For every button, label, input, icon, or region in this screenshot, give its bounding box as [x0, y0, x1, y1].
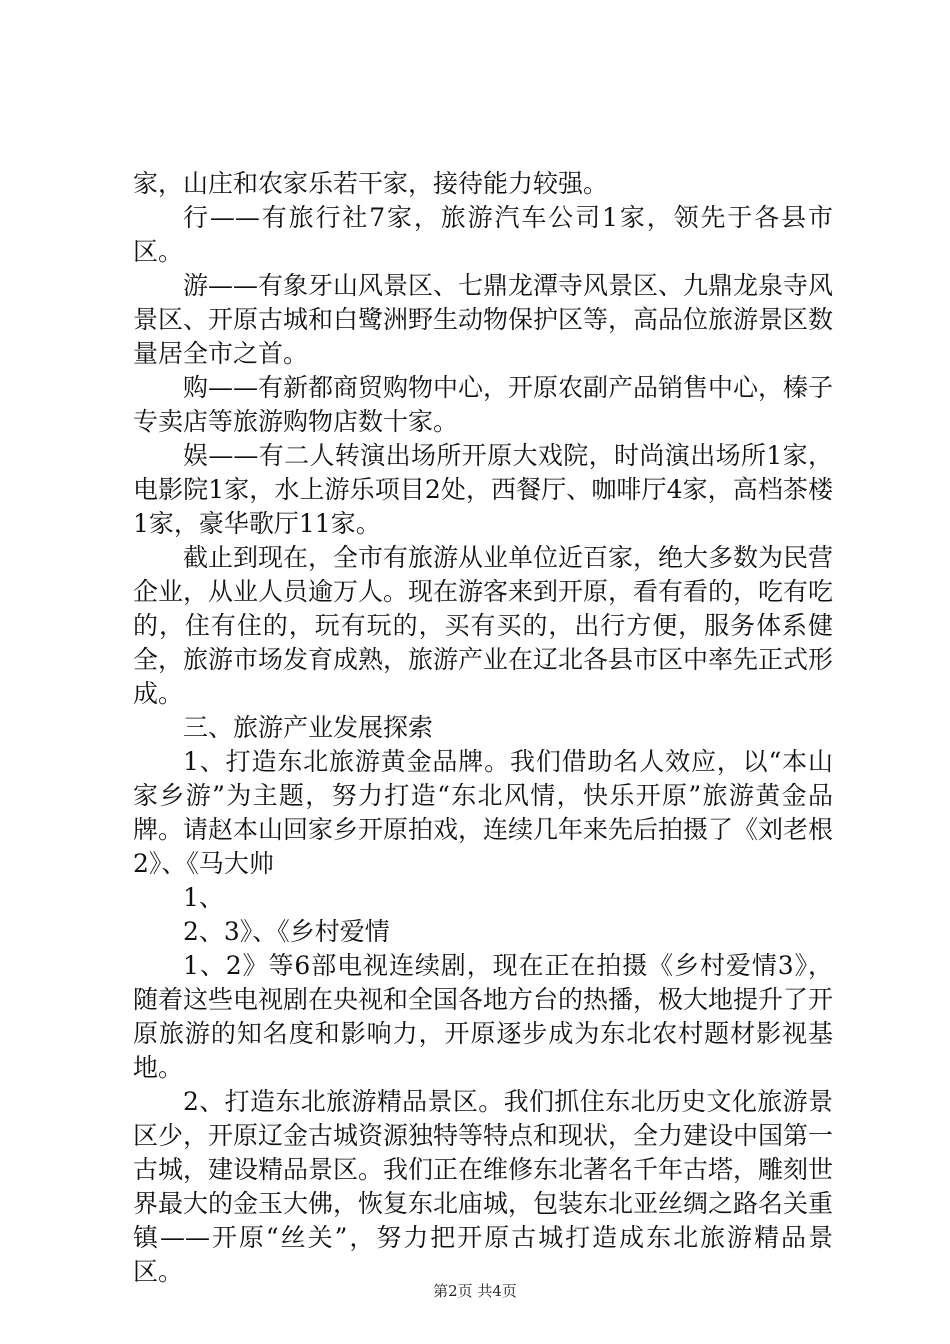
paragraph: 截止到现在，全市有旅游从业单位近百家，绝大多数为民营企业，从业人员逾万人。现在游客来到开原，看有看的，吃有吃的，住有住的，玩有玩的，买有买的，出行方便，服务体系健全，旅游市场发育成熟，旅游产业在辽北各县市区中率先正式形成。: [133, 543, 834, 708]
paragraph: 购——有新都商贸购物中心，开原农副产品销售中心，榛子专卖店等旅游购物店数十家。: [133, 373, 834, 436]
paragraph: 游——有象牙山风景区、七鼎龙潭寺风景区、九鼎龙泉寺风景区、开原古城和白鹭洲野生动物保护区等，高品位旅游景区数量居全市之首。: [133, 271, 834, 368]
paragraph: 家，山庄和农家乐若干家，接待能力较强。: [133, 169, 609, 198]
paragraph: 2、3》、《乡村爱情: [183, 917, 390, 946]
document-body: [133, 167, 833, 1289]
section-heading: 三、旅游产业发展探索: [183, 713, 434, 742]
page-number-footer: 第2页 共4页: [433, 1282, 517, 1300]
paragraph: 1、: [183, 883, 224, 912]
paragraph: 2、打造东北旅游精品景区。我们抓住东北历史文化旅游景区少，开原辽金古城资源独特等特点和现状，全力建设中国第一古城，建设精品景区。我们正在维修东北著名千年古塔，雕刻世界最大的金玉大佛，恢复东北庙城，包装东北亚丝绸之路名关重镇——开原“丝关”，努力把开原古城打造成东北旅游精品景区。: [133, 1087, 834, 1286]
paragraph: 娱——有二人转演出场所开原大戏院，时尚演出场所1家，电影院1家，水上游乐项目2处，西餐厅、咖啡厅4家，高档茶楼1家，豪华歌厅11家。: [133, 441, 833, 538]
paragraph: 1、打造东北旅游黄金品牌。我们借助名人效应，以“本山家乡游”为主题，努力打造“东北风情，快乐开原”旅游黄金品牌。请赵本山回家乡开原拍戏，连续几年来先后拍摄了《刘老根2》、《马大帅: [133, 747, 834, 878]
paragraph: 行——有旅行社7家，旅游汽车公司1家，领先于各县市区。: [133, 203, 833, 266]
paragraph: 1、2》等6部电视连续剧，现在正在拍摄《乡村爱情3》，随着这些电视剧在央视和全国各地方台的热播，极大地提升了开原旅游的知名度和影响力，开原逐步成为东北农村题材影视基地。: [133, 951, 834, 1082]
